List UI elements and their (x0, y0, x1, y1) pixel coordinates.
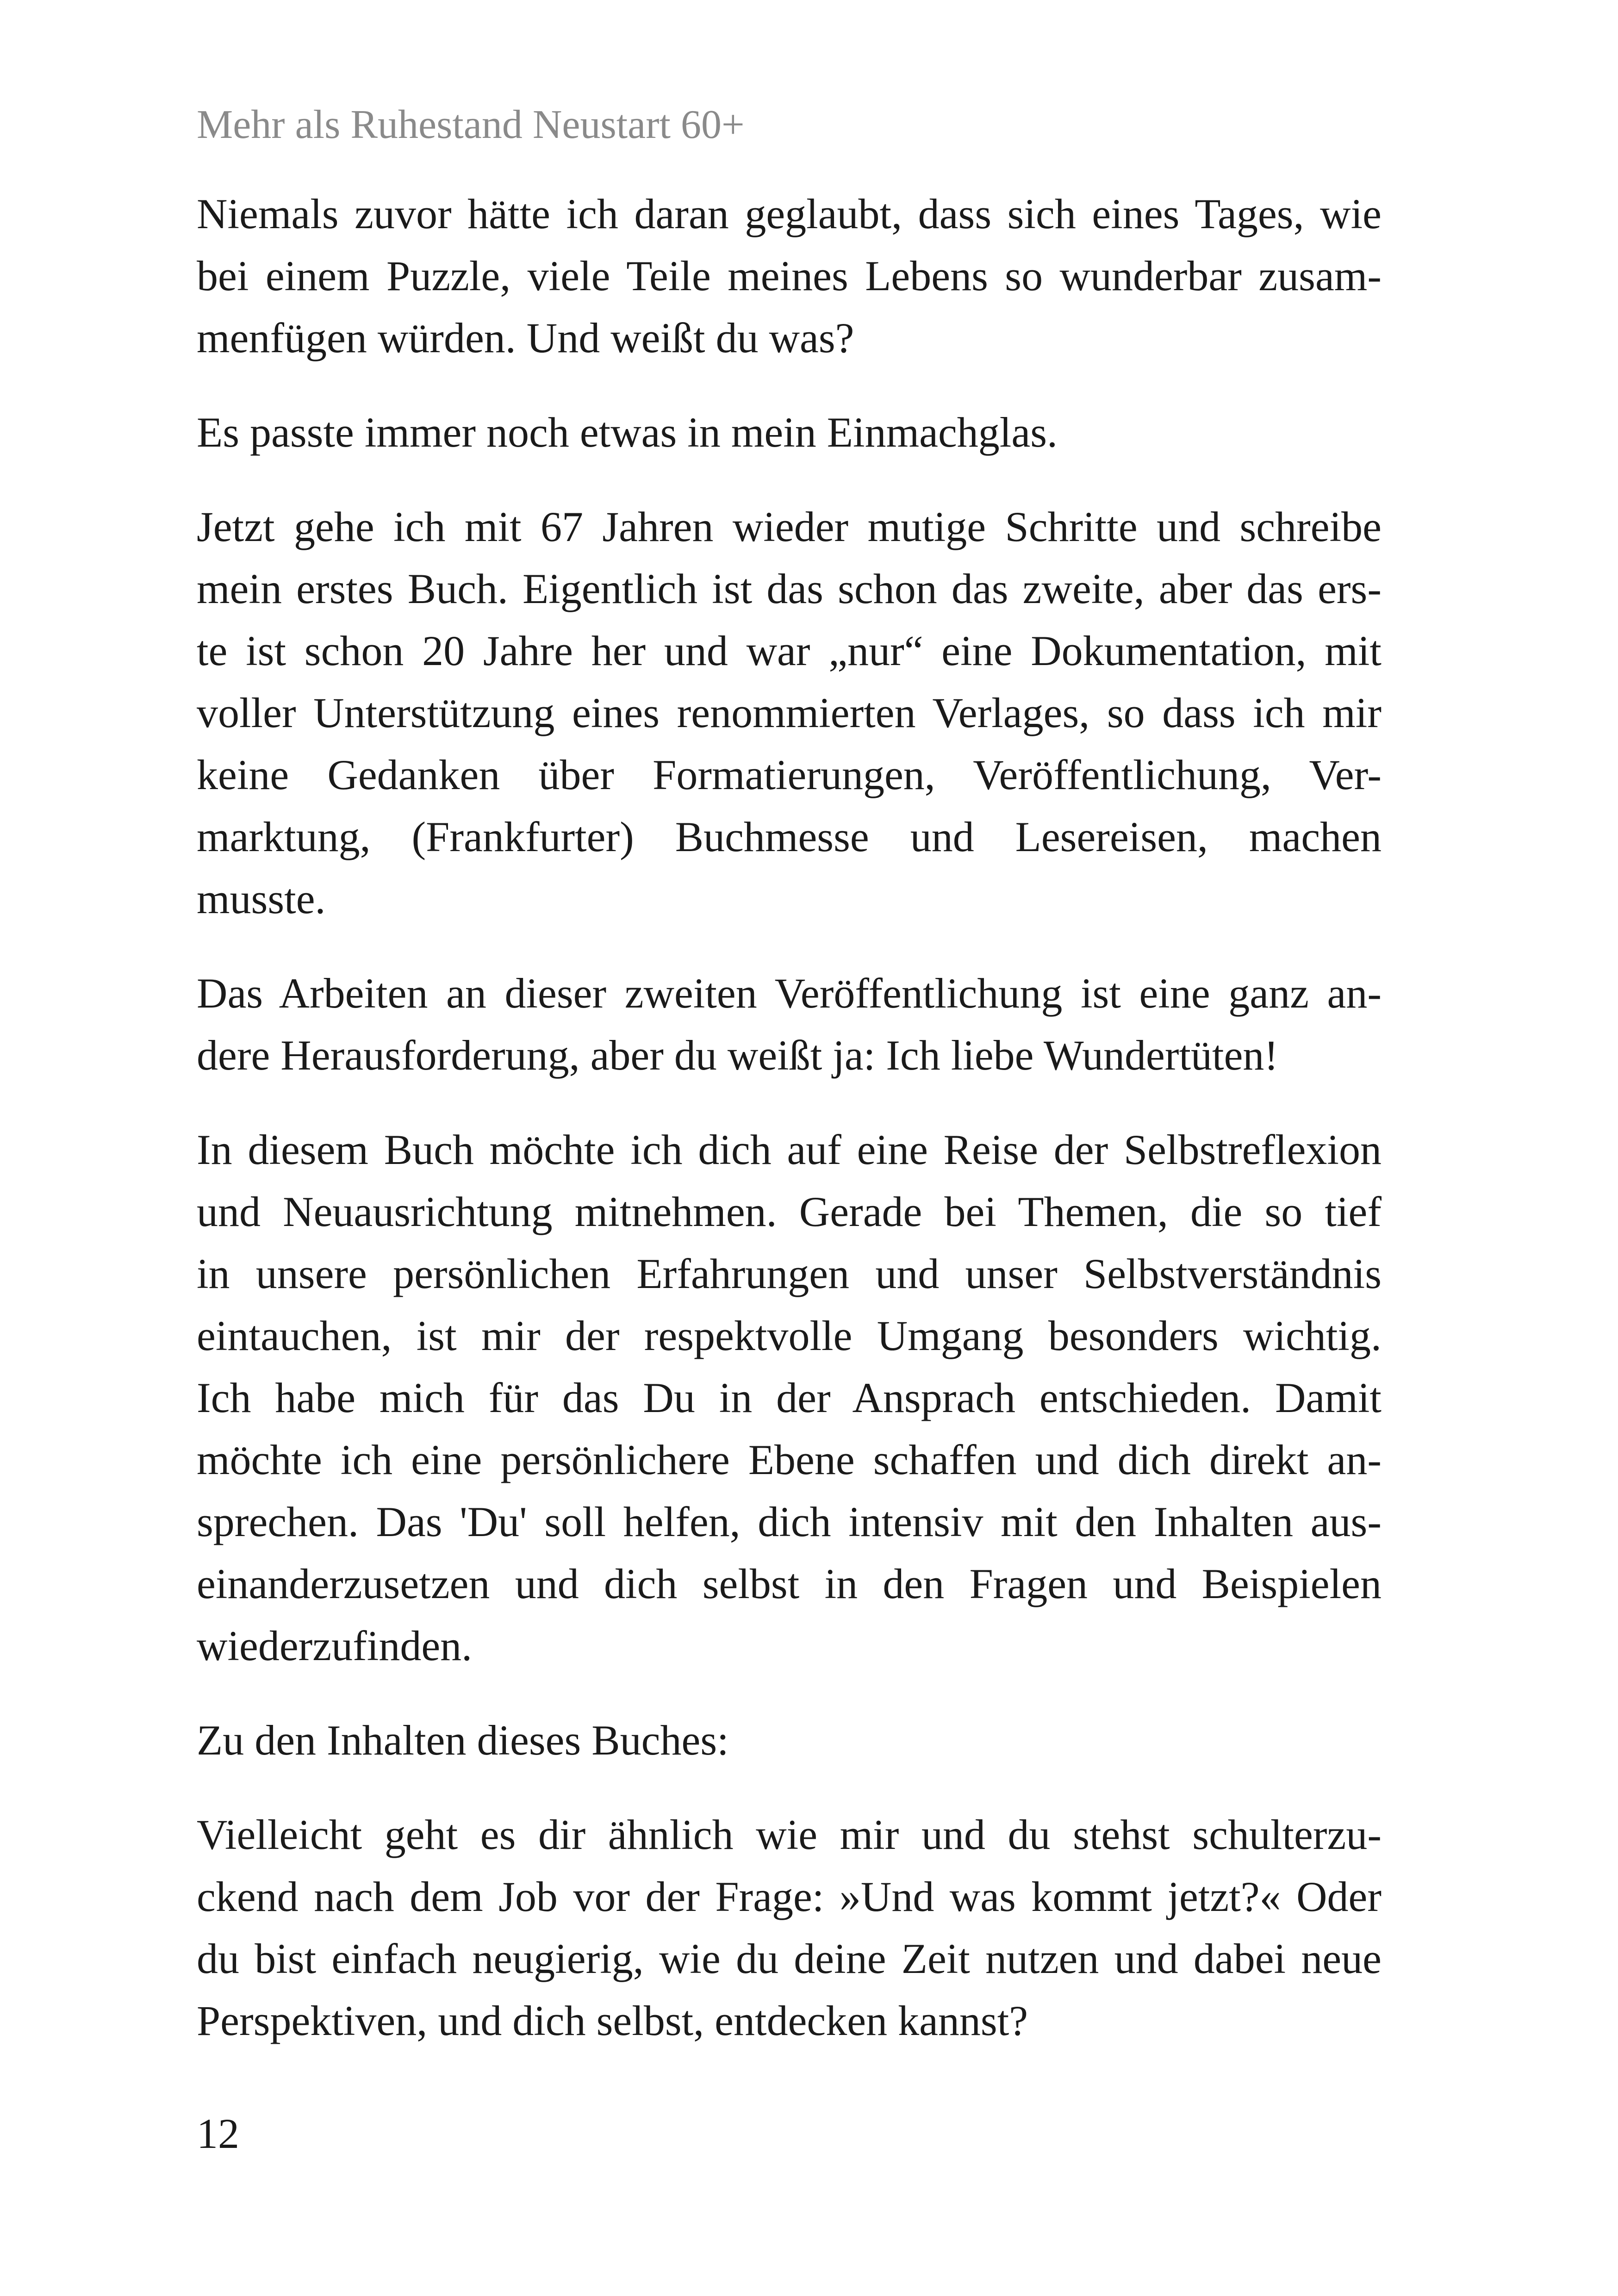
text-line: Perspektiven, und dich selbst, entdecken kannst? (197, 1997, 1028, 2044)
paragraph (197, 962, 1382, 1086)
text-line: Vielleicht geht es dir ähnlich wie mir und du stehst schulterzu- (197, 1811, 1382, 1858)
text-line: te ist schon 20 Jahre her und war „nur“ eine Dokumentation, mit (197, 627, 1382, 674)
text-line: Es passte immer noch etwas in mein Einmachglas. (197, 409, 1058, 456)
text-line: wiederzufinden. (197, 1622, 473, 1669)
running-header: Mehr als Ruhestand Neustart 60+ (197, 102, 745, 147)
text-line: Zu den Inhalten dieses Buches: (197, 1717, 729, 1764)
paragraph (197, 1709, 1382, 1771)
text-line: mein erstes Buch. Eigentlich ist das schon das zweite, aber das ers- (197, 565, 1382, 612)
paragraph (197, 401, 1382, 463)
page-number: 12 (197, 2110, 239, 2157)
text-line: möchte ich eine persönlichere Ebene schaffen und dich direkt an- (197, 1436, 1382, 1483)
text-line: Ich habe mich für das Du in der Ansprach entschieden. Damit (197, 1374, 1382, 1421)
text-line: ckend nach dem Job vor der Frage: »Und was kommt jetzt?« Oder (197, 1873, 1382, 1920)
text-line: Jetzt gehe ich mit 67 Jahren wieder mutige Schritte und schreibe (197, 503, 1382, 550)
text-line: einanderzusetzen und dich selbst in den Fragen und Beispielen (197, 1560, 1382, 1607)
text-line: voller Unterstützung eines renommierten Verlages, so dass ich mir (197, 689, 1382, 736)
text-line: eintauchen, ist mir der respektvolle Umgang besonders wichtig. (197, 1312, 1382, 1359)
text-line: du bist einfach neugierig, wie du deine Zeit nutzen und dabei neue (197, 1935, 1382, 1982)
text-line: In diesem Buch möchte ich dich auf eine Reise der Selbstreflexion (197, 1126, 1382, 1173)
text-line: in unsere persönlichen Erfahrungen und unser Selbstverständnis (197, 1250, 1382, 1297)
paragraph (197, 1804, 1382, 2052)
text-line: sprechen. Das 'Du' soll helfen, dich intensiv mit den Inhalten aus- (197, 1498, 1382, 1545)
paragraph (197, 1119, 1382, 1677)
text-line: und Neuausrichtung mitnehmen. Gerade bei Themen, die so tief (197, 1188, 1382, 1235)
text-line: marktung, (Frankfurter) Buchmesse und Lesereisen, machen (197, 813, 1382, 860)
paragraph (197, 183, 1382, 369)
text-line: Niemals zuvor hätte ich daran geglaubt, dass sich eines Tages, wie (197, 190, 1382, 237)
paragraph (197, 496, 1382, 930)
text-line: dere Herausforderung, aber du weißt ja: Ich liebe Wundertüten! (197, 1032, 1279, 1079)
body-text (197, 183, 1382, 2084)
text-line: musste. (197, 875, 326, 922)
text-line: Das Arbeiten an dieser zweiten Veröffentlichung ist eine ganz an- (197, 970, 1382, 1017)
text-line: bei einem Puzzle, viele Teile meines Lebens so wunderbar zusam- (197, 252, 1382, 299)
text-line: keine Gedanken über Formatierungen, Veröffentlichung, Ver- (197, 751, 1382, 798)
text-line: menfügen würden. Und weißt du was? (197, 314, 854, 361)
